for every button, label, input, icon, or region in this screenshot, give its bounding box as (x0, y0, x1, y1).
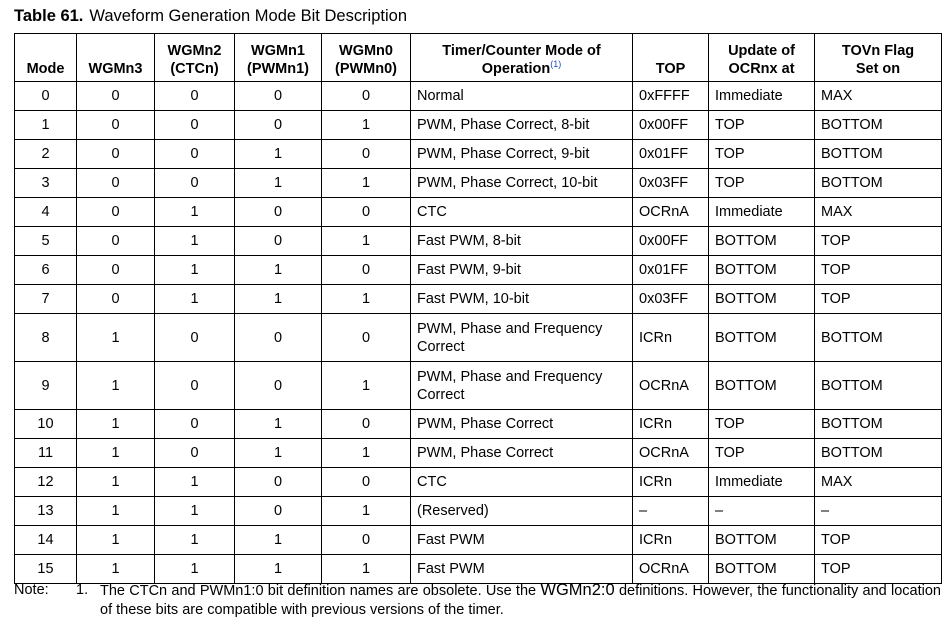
cell-top: OCRnA (633, 198, 709, 227)
cell-wgmn1: 0 (235, 362, 322, 410)
cell-update: TOP (709, 111, 815, 140)
cell-top: 0x03FF (633, 285, 709, 314)
cell-wgmn2: 1 (155, 256, 235, 285)
cell-update: Immediate (709, 468, 815, 497)
cell-top: ICRn (633, 468, 709, 497)
cell-operation: PWM, Phase Correct (411, 410, 633, 439)
cell-tov: BOTTOM (815, 410, 942, 439)
note-label: Note: (14, 582, 49, 598)
header-wgmn0: WGMn0 (PWMn0) (322, 34, 411, 82)
cell-mode: 5 (15, 227, 77, 256)
cell-mode: 2 (15, 140, 77, 169)
cell-mode: 12 (15, 468, 77, 497)
cell-wgmn1: 1 (235, 285, 322, 314)
cell-mode: 10 (15, 410, 77, 439)
cell-tov: MAX (815, 82, 942, 111)
cell-wgmn3: 0 (77, 111, 155, 140)
table-row (15, 111, 942, 140)
cell-operation: PWM, Phase Correct, 9-bit (411, 140, 633, 169)
header-row (15, 34, 942, 82)
cell-wgmn3: 0 (77, 256, 155, 285)
cell-update: BOTTOM (709, 362, 815, 410)
note-index: 1. (76, 582, 89, 598)
cell-wgmn1: 1 (235, 526, 322, 555)
cell-tov: BOTTOM (815, 314, 942, 362)
cell-wgmn1: 0 (235, 198, 322, 227)
cell-tov: TOP (815, 256, 942, 285)
table-body (15, 82, 942, 584)
table-row (15, 526, 942, 555)
cell-operation: Fast PWM (411, 526, 633, 555)
cell-update: BOTTOM (709, 314, 815, 362)
cell-wgmn1: 1 (235, 140, 322, 169)
cell-top: 0xFFFF (633, 82, 709, 111)
header-wgmn1: WGMn1 (PWMn1) (235, 34, 322, 82)
cell-wgmn3: 0 (77, 82, 155, 111)
cell-wgmn0: 0 (322, 82, 411, 111)
cell-update: TOP (709, 169, 815, 198)
cell-update: BOTTOM (709, 526, 815, 555)
cell-mode: 1 (15, 111, 77, 140)
table-row (15, 285, 942, 314)
cell-tov: MAX (815, 468, 942, 497)
cell-tov: MAX (815, 198, 942, 227)
cell-wgmn0: 0 (322, 198, 411, 227)
cell-wgmn0: 1 (322, 439, 411, 468)
cell-wgmn2: 0 (155, 111, 235, 140)
cell-wgmn0: 1 (322, 169, 411, 198)
table-row (15, 256, 942, 285)
cell-mode: 15 (15, 555, 77, 584)
cell-wgmn1: 1 (235, 555, 322, 584)
cell-wgmn3: 0 (77, 198, 155, 227)
table-row (15, 169, 942, 198)
cell-operation: PWM, Phase and Frequency Correct (411, 362, 633, 410)
header-update: Update of OCRnx at (709, 34, 815, 82)
cell-operation: Fast PWM, 9-bit (411, 256, 633, 285)
cell-wgmn2: 1 (155, 468, 235, 497)
table-row (15, 82, 942, 111)
cell-wgmn3: 1 (77, 497, 155, 526)
cell-wgmn1: 0 (235, 111, 322, 140)
cell-update: BOTTOM (709, 256, 815, 285)
cell-operation: Fast PWM (411, 555, 633, 584)
cell-tov: TOP (815, 285, 942, 314)
cell-wgmn1: 0 (235, 497, 322, 526)
cell-top: – (633, 497, 709, 526)
header-mode: Mode (15, 34, 77, 82)
cell-wgmn1: 0 (235, 227, 322, 256)
cell-update: BOTTOM (709, 227, 815, 256)
table-row (15, 227, 942, 256)
cell-operation: CTC (411, 468, 633, 497)
cell-wgmn2: 1 (155, 555, 235, 584)
cell-top: 0x03FF (633, 169, 709, 198)
cell-wgmn0: 1 (322, 285, 411, 314)
cell-wgmn1: 1 (235, 256, 322, 285)
cell-wgmn3: 1 (77, 468, 155, 497)
cell-operation: Fast PWM, 10-bit (411, 285, 633, 314)
waveform-mode-table (14, 33, 942, 584)
cell-mode: 11 (15, 439, 77, 468)
cell-wgmn1: 0 (235, 82, 322, 111)
cell-update: – (709, 497, 815, 526)
cell-tov: TOP (815, 555, 942, 584)
cell-wgmn0: 0 (322, 314, 411, 362)
cell-wgmn3: 1 (77, 410, 155, 439)
cell-tov: BOTTOM (815, 439, 942, 468)
header-top: TOP (633, 34, 709, 82)
cell-top: ICRn (633, 410, 709, 439)
cell-update: BOTTOM (709, 285, 815, 314)
cell-tov: BOTTOM (815, 362, 942, 410)
table-row (15, 555, 942, 584)
cell-wgmn3: 0 (77, 140, 155, 169)
cell-wgmn1: 0 (235, 468, 322, 497)
cell-top: OCRnA (633, 555, 709, 584)
cell-top: OCRnA (633, 362, 709, 410)
cell-wgmn3: 1 (77, 555, 155, 584)
cell-update: BOTTOM (709, 555, 815, 584)
table-row (15, 439, 942, 468)
cell-wgmn0: 1 (322, 227, 411, 256)
header-wgmn3: WGMn3 (77, 34, 155, 82)
cell-mode: 8 (15, 314, 77, 362)
cell-wgmn2: 1 (155, 526, 235, 555)
cell-mode: 7 (15, 285, 77, 314)
cell-mode: 3 (15, 169, 77, 198)
cell-wgmn2: 0 (155, 169, 235, 198)
cell-wgmn1: 1 (235, 439, 322, 468)
cell-tov: BOTTOM (815, 111, 942, 140)
cell-tov: TOP (815, 227, 942, 256)
cell-operation: Fast PWM, 8-bit (411, 227, 633, 256)
table-caption (14, 7, 407, 26)
cell-update: TOP (709, 439, 815, 468)
cell-wgmn0: 1 (322, 497, 411, 526)
cell-wgmn2: 0 (155, 140, 235, 169)
cell-wgmn2: 0 (155, 82, 235, 111)
table-row (15, 362, 942, 410)
cell-wgmn2: 0 (155, 410, 235, 439)
table-row (15, 410, 942, 439)
cell-wgmn0: 0 (322, 256, 411, 285)
cell-wgmn1: 0 (235, 314, 322, 362)
cell-update: TOP (709, 410, 815, 439)
cell-top: ICRn (633, 314, 709, 362)
cell-wgmn0: 1 (322, 111, 411, 140)
cell-top: ICRn (633, 526, 709, 555)
cell-update: Immediate (709, 82, 815, 111)
cell-tov: – (815, 497, 942, 526)
cell-operation: CTC (411, 198, 633, 227)
cell-tov: BOTTOM (815, 169, 942, 198)
cell-wgmn0: 0 (322, 468, 411, 497)
cell-wgmn3: 1 (77, 314, 155, 362)
table-row (15, 140, 942, 169)
cell-wgmn2: 0 (155, 314, 235, 362)
cell-wgmn3: 1 (77, 526, 155, 555)
cell-wgmn3: 1 (77, 439, 155, 468)
header-operation: Timer/Counter Mode of Operation$^{(1)}$ (411, 34, 633, 82)
cell-operation: PWM, Phase Correct (411, 439, 633, 468)
table-row (15, 198, 942, 227)
table-row (15, 497, 942, 526)
cell-wgmn3: 0 (77, 285, 155, 314)
cell-mode: 0 (15, 82, 77, 111)
cell-top: OCRnA (633, 439, 709, 468)
cell-wgmn0: 1 (322, 555, 411, 584)
cell-wgmn0: 0 (322, 410, 411, 439)
cell-top: 0x01FF (633, 256, 709, 285)
cell-wgmn3: 0 (77, 169, 155, 198)
cell-update: TOP (709, 140, 815, 169)
cell-wgmn2: 1 (155, 198, 235, 227)
cell-mode: 13 (15, 497, 77, 526)
cell-wgmn2: 1 (155, 227, 235, 256)
cell-wgmn0: 1 (322, 362, 411, 410)
table-title: Waveform Generation Mode Bit Description (89, 7, 408, 25)
cell-operation: PWM, Phase Correct, 10-bit (411, 169, 633, 198)
note-text: The CTCn and PWMn1:0 bit definition names are obsolete. Use the WGMn2:0 definitions. However, the functionality and location of these bits are compatible with previous versions of the timer. (100, 581, 941, 618)
cell-wgmn3: 1 (77, 362, 155, 410)
cell-top: 0x00FF (633, 227, 709, 256)
cell-operation: Normal (411, 82, 633, 111)
header-tov: TOVn Flag Set on (815, 34, 942, 82)
cell-wgmn2: 1 (155, 285, 235, 314)
cell-wgmn2: 0 (155, 362, 235, 410)
cell-top: 0x01FF (633, 140, 709, 169)
cell-update: Immediate (709, 198, 815, 227)
cell-wgmn3: 0 (77, 227, 155, 256)
cell-wgmn0: 0 (322, 140, 411, 169)
cell-top: 0x00FF (633, 111, 709, 140)
cell-wgmn2: 0 (155, 439, 235, 468)
cell-mode: 14 (15, 526, 77, 555)
cell-operation: PWM, Phase and Frequency Correct (411, 314, 633, 362)
header-wgmn2: WGMn2 (CTCn) (155, 34, 235, 82)
cell-wgmn1: 1 (235, 169, 322, 198)
table-number: Table 61. (14, 7, 84, 25)
cell-wgmn0: 0 (322, 526, 411, 555)
cell-mode: 9 (15, 362, 77, 410)
footnote-ref[interactable]: (1) (550, 59, 562, 70)
cell-wgmn1: 1 (235, 410, 322, 439)
cell-tov: BOTTOM (815, 140, 942, 169)
cell-tov: TOP (815, 526, 942, 555)
cell-operation: PWM, Phase Correct, 8-bit (411, 111, 633, 140)
cell-mode: 4 (15, 198, 77, 227)
cell-mode: 6 (15, 256, 77, 285)
table-row (15, 468, 942, 497)
table-row (15, 314, 942, 362)
cell-operation: (Reserved) (411, 497, 633, 526)
cell-wgmn2: 1 (155, 497, 235, 526)
